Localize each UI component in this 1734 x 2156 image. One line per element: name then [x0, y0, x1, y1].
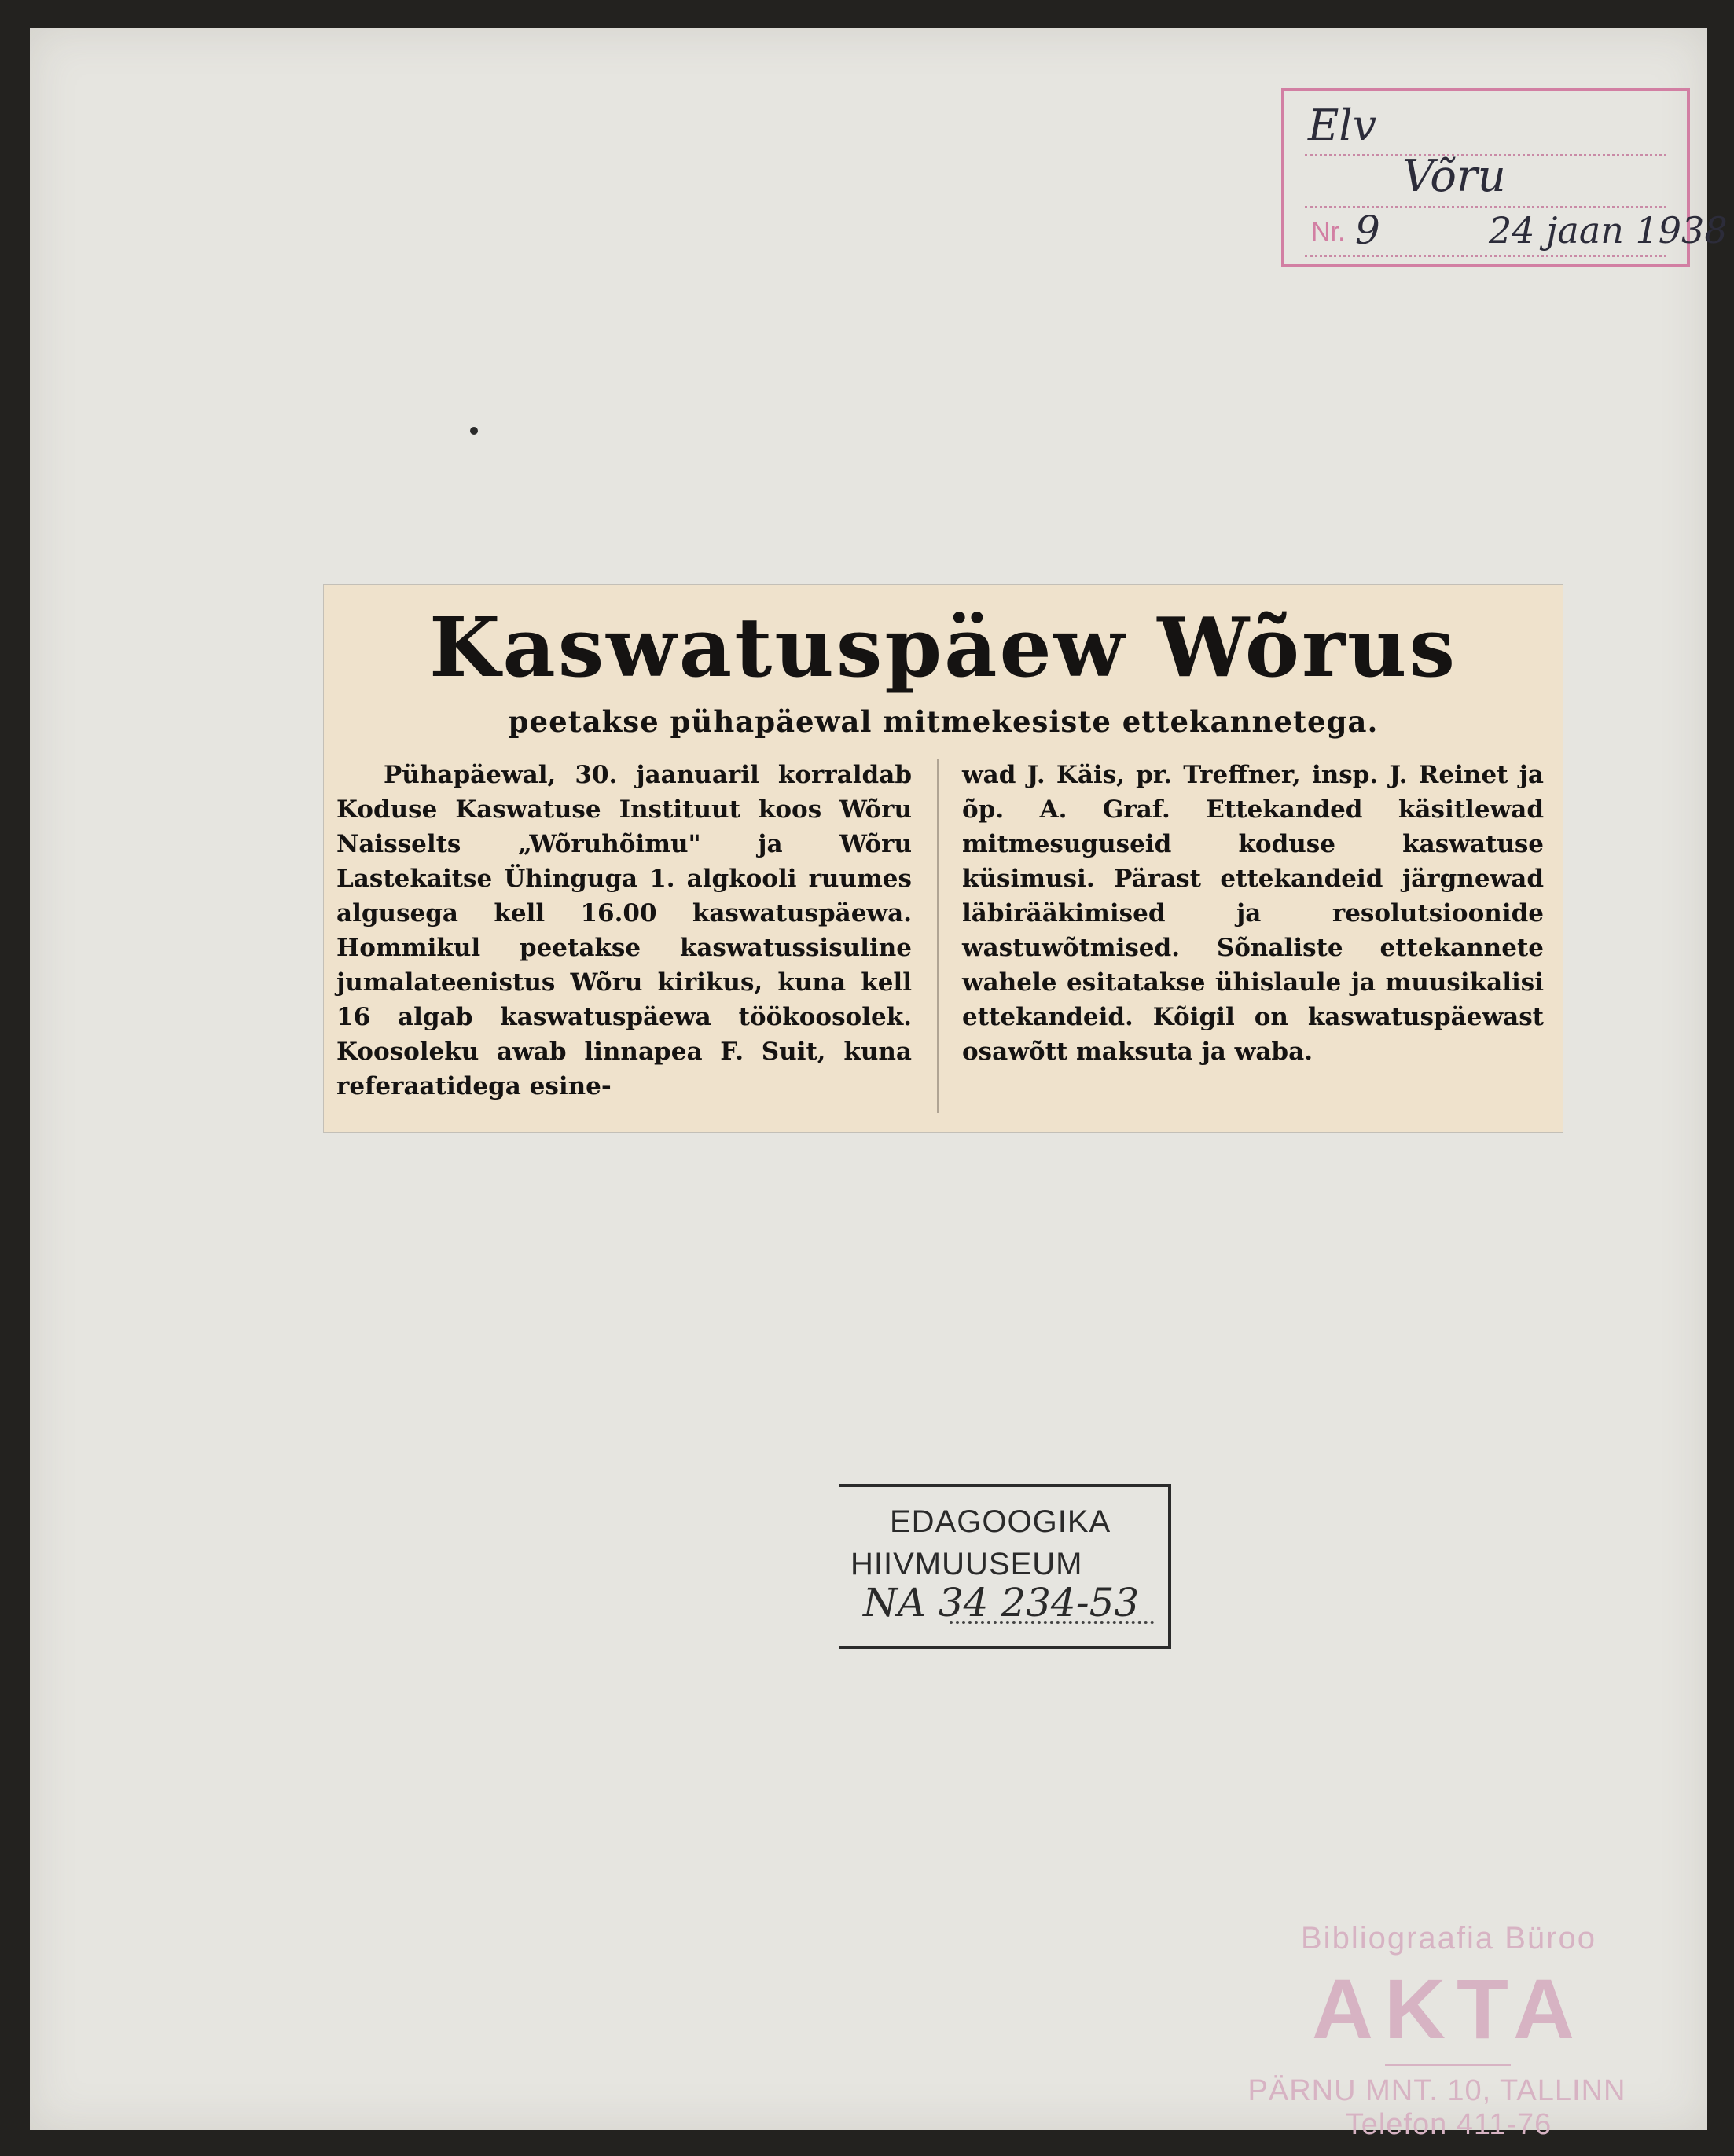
- clipping-column-right: wad J. Käis, pr. Treffner, insp. J. Reinet ja õp. A. Graf. Ettekanded käsitlewad mitmesuguseid koduse kaswatuse küsimusi. Pärast ettekandeid järgnewad läbirääkimised ja resolutsioonide wastuwõtmised. Sõnaliste ettekannete wahele esitatakse ühislaule ja muusikalisi ettekandeid. Kõigil on kaswatuspäewast osawõtt maksuta ja waba.: [962, 761, 1544, 1066]
- stamp-line: [1305, 255, 1666, 257]
- bureau-stamp-line1: Bibliograafia Büroo: [1301, 1921, 1596, 1956]
- bureau-stamp-rule: [1385, 2064, 1511, 2066]
- stamp-place: Võru: [1402, 151, 1506, 202]
- stamp-date: 24 jaan 1938: [1489, 209, 1728, 252]
- bureau-stamp-phone: Telefon 411-76: [1345, 2108, 1552, 2141]
- registration-stamp: [1281, 88, 1728, 267]
- stamp-nr-label: Nr.: [1311, 217, 1346, 247]
- stamp-nr: 9: [1355, 208, 1380, 253]
- archive-sheet: [30, 28, 1728, 2141]
- clipping-headline: Kaswatuspäew Wõrus: [428, 599, 1458, 696]
- clipping-column-left: Pühapäewal, 30. jaanuaril korraldab Koduse Kaswatuse Instituut koos Wõru Naisselts „Wõruhõimu" ja Wõru Lastekaitse Ühinguga 1. algkooli ruumes algusega kell 16.00 kaswatuspäewa. Hommikul peetakse kaswatussisuline jumalateenistus Wõru kirikus, kuna kell 16 algab kaswatuspäewa töökoosolek. Koosoleku awab linnapea F. Suit, kuna referaatidega esine-: [336, 761, 912, 1100]
- column-divider: [937, 759, 939, 1113]
- newspaper-clipping: [324, 585, 1563, 1132]
- museum-stamp-line1: EDAGOOGIKA: [890, 1504, 1111, 1539]
- ink-dot: [470, 427, 478, 435]
- bureau-stamp-name: AKTA: [1312, 1961, 1585, 2056]
- stamp-city: Elv: [1308, 101, 1377, 150]
- bureau-stamp: [1177, 1921, 1696, 2142]
- museum-stamp: [839, 1484, 1171, 1649]
- museum-stamp-line2: HIIVMUUSEUM: [850, 1547, 1083, 1581]
- bureau-stamp-address: PÄRNU MNT. 10, TALLINN: [1247, 2074, 1626, 2107]
- clipping-subheadline: peetakse pühapäewal mitmekesiste ettekannetega.: [508, 704, 1379, 739]
- museum-stamp-dotted-line: [950, 1621, 1154, 1624]
- museum-stamp-number: NA 34 234-53: [863, 1580, 1140, 1625]
